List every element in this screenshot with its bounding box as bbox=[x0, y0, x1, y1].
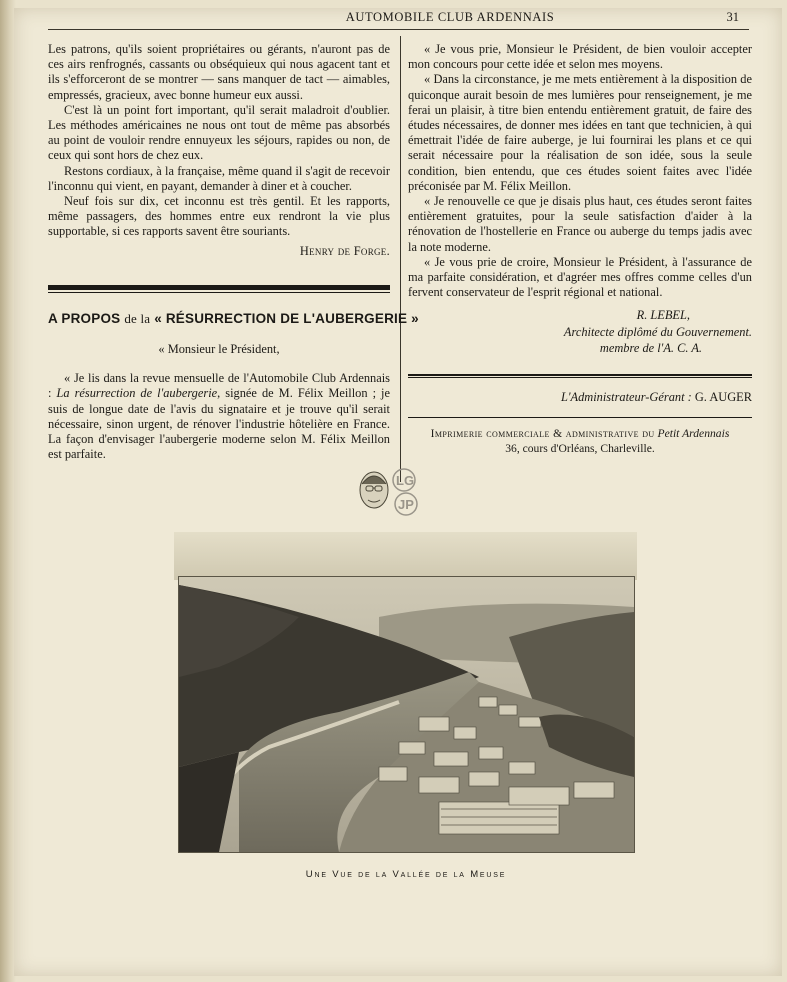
paragraph: Restons cordiaux, à la française, même quand il s'agit de recevoir l'inconnu qui vient, en payant, demander à diner et à coucher. bbox=[48, 163, 390, 193]
left-column bbox=[48, 42, 419, 462]
imprint-line-2: 36, cours d'Orléans, Charleville. bbox=[505, 442, 655, 456]
letter-signature bbox=[408, 308, 752, 356]
imprint-line-1: Imprimerie commerciale & administrative du bbox=[430, 427, 655, 441]
letter-intro-1: « Je lis dans la revue mensuelle de l'Automobile Club Ardennais : bbox=[48, 371, 390, 401]
article-heading bbox=[48, 310, 419, 326]
signature-name: R. LEBEL, bbox=[636, 308, 690, 323]
svg-text:LG: LG bbox=[396, 473, 415, 488]
printer-imprint bbox=[408, 426, 752, 456]
paragraph: « Je vous prie, Monsieur le Président, de bien vouloir accepter mon concours pour cette idée et selon mes moyens. bbox=[408, 42, 752, 72]
running-header-title: AUTOMOBILE CLUB ARDENNAIS bbox=[345, 10, 555, 24]
header-rule bbox=[48, 29, 749, 30]
right-column bbox=[408, 42, 752, 456]
photo-caption: Une Vue de la Vallée de la Meuse bbox=[305, 869, 507, 880]
heading-main: « RÉSURRECTION DE L'AUBERGERIE » bbox=[154, 310, 419, 326]
paragraph: C'est là un point fort important, qu'il serait maladroit d'oublier. Les méthodes américaines ne nous ont tout de même pas absorbés au point de vouloir rendre ennuyeux les séjours, rapides ou non, de ceux qui sont hors de chez eux. bbox=[48, 102, 390, 163]
letter-intro-title: La résurrection de l'aubergerie bbox=[56, 386, 218, 401]
salutation: « Monsieur le Président, bbox=[158, 342, 280, 357]
imprint-rule bbox=[408, 417, 752, 418]
heading-de: de la bbox=[124, 310, 151, 326]
signature-title: Architecte diplômé du Gouvernement. bbox=[563, 324, 752, 339]
signature-member: membre de l'A. C. A. bbox=[599, 340, 702, 355]
author-signature: Henry de Forge. bbox=[299, 243, 390, 258]
portrait-icon bbox=[360, 472, 388, 508]
administrator-line bbox=[408, 390, 752, 405]
paragraph: Les patrons, qu'ils soient propriétaires ou gérants, n'auront pas de ces airs renfrognés, cassants ou obséquieux qui nous agacent tant et ils s'efforceront de se montrer — sans manquer de tact — aimables, empressés, gracieux, avec bonne humeur eux aussi. bbox=[48, 42, 390, 102]
letter-intro-2: , signée de M. Félix Meillon ; je suis de longue date de l'avis du signataire et je trouve qu'il serait nécessaire, sinon urgent, de rénover l'industrie hôtelière en France. La façon d'envisager l'aubergerie moderne selon M. Félix Meillon est parfaite. bbox=[48, 386, 390, 462]
svg-text:JP: JP bbox=[398, 497, 414, 512]
photo-sky-margin bbox=[174, 532, 637, 580]
section-rule bbox=[48, 285, 390, 293]
paragraph: « Je vous prie de croire, Monsieur le Président, à l'assurance de ma parfaite considération, et d'agréer mes offres comme celles d'un fervent conservateur de l'esprit régional et national. bbox=[408, 254, 752, 300]
imprint-paper-name: Petit Ardennais bbox=[657, 427, 730, 441]
page-number: 31 bbox=[726, 10, 739, 24]
paragraph: « Dans la circonstance, je me mets entièrement à la disposition de quiconque aurait besoin de mes lumières pour renseignement, je me ferai un plaisir, à titre bien entendu entièrement gratuit, de faire des études nécessaires, de donner mes idées en tant que technicien, à qui émettrait l'idée de faire auberge, je lui fournirai les plans et ce qui serait nécessaire pour la réalisation de son idée, sous la seule condition, bien entendu, que ces études soient faites avec l'idée préconisée par M. Félix Meillon. bbox=[408, 72, 752, 193]
admin-name: G. AUGER bbox=[694, 390, 752, 405]
column-divider bbox=[400, 36, 401, 482]
collector-stamp bbox=[358, 464, 428, 520]
admin-label: L'Administrateur-Gérant : bbox=[560, 390, 692, 405]
paragraph: Neuf fois sur dix, cet inconnu est très gentil. Et les rapports, même passagers, des hommes entre eux rendront la vie plus supportable, si ces rapports savent être souriants. bbox=[48, 194, 390, 239]
letter-paragraph bbox=[48, 371, 390, 462]
monogram-lgjp bbox=[393, 469, 417, 515]
heading-prefix: A PROPOS bbox=[48, 310, 121, 326]
paragraph: « Je renouvelle ce que je disais plus haut, ces études seront faites entièrement gratuites, pour la seule satisfaction d'aider à la rénovation de l'hostellerie en France ou auberge du temps jadis avec la note moderne. bbox=[408, 194, 752, 254]
section-rule bbox=[408, 374, 752, 378]
meuse-valley-photo bbox=[178, 576, 635, 853]
